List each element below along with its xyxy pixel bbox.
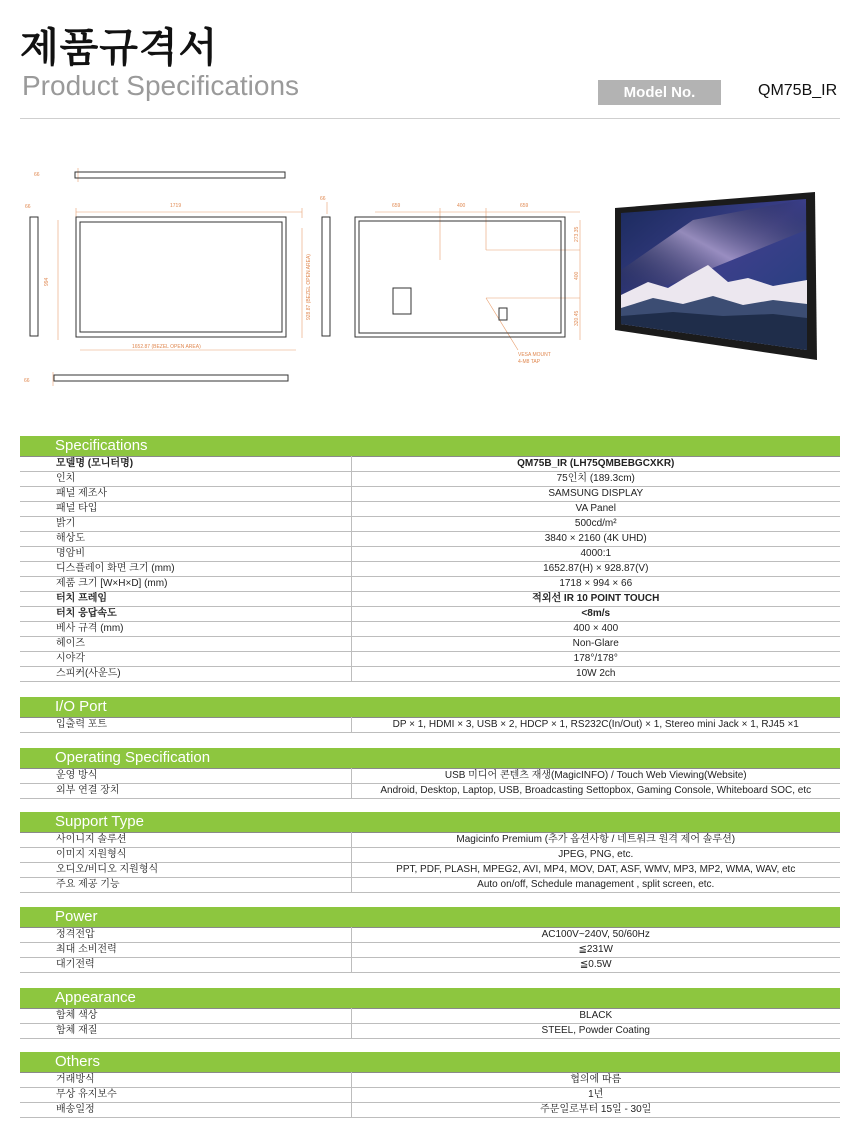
model-number-value: QM75B_IR xyxy=(758,82,838,99)
rear-view-outline xyxy=(355,217,565,337)
section-title: Support Type xyxy=(20,812,840,832)
row-value: 3840 × 2160 (4K UHD) xyxy=(351,532,840,547)
table-row xyxy=(20,607,840,622)
row-label: 인치 xyxy=(20,472,351,487)
table-row xyxy=(20,848,840,863)
table-row xyxy=(20,1009,840,1024)
table-row xyxy=(20,1073,840,1088)
rear-connector-box xyxy=(393,288,411,314)
row-label: 제품 크기 [W×H×D] (mm) xyxy=(20,577,351,592)
row-value: 1년 xyxy=(351,1088,840,1103)
technical-drawing xyxy=(20,160,600,390)
table-row xyxy=(20,928,840,943)
row-value: ≦231W xyxy=(351,943,840,958)
row-label: 오디오/비디오 지원형식 xyxy=(20,863,351,878)
depth-label-top: 66 xyxy=(34,172,40,178)
vesa-note-line1: VESA MOUNT xyxy=(518,352,551,358)
vesa-vertical-mid-label: 400 xyxy=(574,271,580,280)
row-value: PPT, PDF, PLASH, MPEG2, AVI, MP4, MOV, DAT, ASF, WMV, MP3, MP2, WMA, WAV, etc xyxy=(351,863,840,878)
row-label: 터치 응답속도 xyxy=(20,607,351,622)
row-label: 무상 유지보수 xyxy=(20,1088,351,1103)
row-label: 이미지 지원형식 xyxy=(20,848,351,863)
section-title: Operating Specification xyxy=(20,748,840,768)
table-row xyxy=(20,517,840,532)
section-specifications xyxy=(20,436,840,682)
row-label: 베사 규격 (mm) xyxy=(20,622,351,637)
row-value: STEEL, Powder Coating xyxy=(351,1024,840,1039)
row-value: USB 미디어 콘텐츠 재생(MagicINFO) / Touch Web Viewing(Website) xyxy=(351,769,840,784)
row-value: Non-Glare xyxy=(351,637,840,652)
depth-label-left: 66 xyxy=(25,204,31,210)
row-label: 밝기 xyxy=(20,517,351,532)
table-row xyxy=(20,943,840,958)
bezel-vertical-label: 928.87 (BEZEL OPEN AREA) xyxy=(306,254,312,320)
table-row xyxy=(20,487,840,502)
header-divider xyxy=(20,118,840,119)
table-row xyxy=(20,1088,840,1103)
vesa-left-label: 659 xyxy=(392,203,401,209)
io-port-table xyxy=(20,717,840,733)
row-value: <8m/s xyxy=(351,607,840,622)
row-value: ≦0.5W xyxy=(351,958,840,973)
table-row xyxy=(20,592,840,607)
row-value: 10W 2ch xyxy=(351,667,840,682)
row-label: 명암비 xyxy=(20,547,351,562)
table-row xyxy=(20,718,840,733)
table-row xyxy=(20,863,840,878)
row-value: 400 × 400 xyxy=(351,622,840,637)
table-row xyxy=(20,472,840,487)
side-view-right-outline xyxy=(322,217,330,336)
row-value: Android, Desktop, Laptop, USB, Broadcasting Settopbox, Gaming Console, Whiteboard SOC, etc xyxy=(351,784,840,799)
row-value: BLACK xyxy=(351,1009,840,1024)
table-row xyxy=(20,1103,840,1118)
section-others xyxy=(20,1052,840,1118)
row-value: 적외선 IR 10 POINT TOUCH xyxy=(351,592,840,607)
row-value: 주문일로부터 15일 - 30일 xyxy=(351,1103,840,1118)
row-value: Auto on/off, Schedule management , split screen, etc. xyxy=(351,878,840,893)
dimension-lines xyxy=(53,168,580,386)
front-view-screen xyxy=(80,222,282,332)
row-value: SAMSUNG DISPLAY xyxy=(351,487,840,502)
row-value: 4000:1 xyxy=(351,547,840,562)
page-title-english: Product Specifications xyxy=(22,70,300,101)
bottom-view-outline xyxy=(54,375,288,381)
row-label: 거래방식 xyxy=(20,1073,351,1088)
row-label: 함체 색상 xyxy=(20,1009,351,1024)
row-value: VA Panel xyxy=(351,502,840,517)
row-value: JPEG, PNG, etc. xyxy=(351,848,840,863)
row-label: 입출력 포트 xyxy=(20,718,351,733)
row-label: 헤이즈 xyxy=(20,637,351,652)
row-value: 1652.87(H) × 928.87(V) xyxy=(351,562,840,577)
depth-label-side: 66 xyxy=(320,196,326,202)
row-label: 외부 연결 장치 xyxy=(20,784,351,799)
row-label: 디스플레이 화면 크기 (mm) xyxy=(20,562,351,577)
monitor-outlines xyxy=(30,172,565,381)
row-label: 해상도 xyxy=(20,532,351,547)
vesa-note-line2: 4-M8 TAP xyxy=(518,359,541,365)
front-view-outline xyxy=(76,217,286,337)
row-value: QM75B_IR (LH75QMBEBGCXKR) xyxy=(351,457,840,472)
rear-view-inner xyxy=(359,221,561,333)
section-io-port xyxy=(20,697,840,733)
bezel-horizontal-label: 1652.87 (BEZEL OPEN AREA) xyxy=(132,344,201,350)
section-title: Power xyxy=(20,907,840,927)
row-label: 배송일정 xyxy=(20,1103,351,1118)
height-label: 994 xyxy=(44,277,50,286)
table-row xyxy=(20,532,840,547)
row-label: 터치 프레임 xyxy=(20,592,351,607)
row-label: 주요 제공 기능 xyxy=(20,878,351,893)
power-table xyxy=(20,927,840,973)
section-title: Specifications xyxy=(20,436,840,456)
table-row xyxy=(20,652,840,667)
row-value: Magicinfo Premium (추가 옵션사항 / 네트워크 원격 제어 솔루션) xyxy=(351,833,840,848)
row-label: 대기전력 xyxy=(20,958,351,973)
row-label: 정격전압 xyxy=(20,928,351,943)
row-label: 패널 타입 xyxy=(20,502,351,517)
section-support-type xyxy=(20,812,840,893)
table-row xyxy=(20,622,840,637)
vesa-vertical-top-label: 273.35 xyxy=(574,226,580,242)
table-row xyxy=(20,547,840,562)
section-title: I/O Port xyxy=(20,697,840,717)
table-row xyxy=(20,769,840,784)
top-view-outline xyxy=(75,172,285,178)
vesa-right-label: 659 xyxy=(520,203,529,209)
row-label: 최대 소비전력 xyxy=(20,943,351,958)
section-appearance xyxy=(20,988,840,1039)
table-row xyxy=(20,502,840,517)
table-row xyxy=(20,457,840,472)
row-value: 178°/178° xyxy=(351,652,840,667)
section-title: Others xyxy=(20,1052,840,1072)
row-label: 사이니지 솔루션 xyxy=(20,833,351,848)
section-title: Appearance xyxy=(20,988,840,1008)
row-label: 모델명 (모니터명) xyxy=(20,457,351,472)
width-label: 1719 xyxy=(170,203,182,209)
table-row xyxy=(20,562,840,577)
depth-label-bottom: 66 xyxy=(24,378,30,384)
page-title-korean: 제품규격서 xyxy=(20,25,219,71)
operating-table xyxy=(20,768,840,799)
vesa-center-label: 400 xyxy=(457,203,466,209)
table-row xyxy=(20,1024,840,1039)
table-row xyxy=(20,667,840,682)
appearance-table xyxy=(20,1008,840,1039)
product-photo xyxy=(613,190,819,364)
table-row xyxy=(20,637,840,652)
row-value: 협의에 따름 xyxy=(351,1073,840,1088)
specifications-table xyxy=(20,456,840,682)
table-row xyxy=(20,784,840,799)
row-value: 1718 × 994 × 66 xyxy=(351,577,840,592)
side-view-left-outline xyxy=(30,217,38,336)
support-type-table xyxy=(20,832,840,893)
row-value: AC100V~240V, 50/60Hz xyxy=(351,928,840,943)
section-power xyxy=(20,907,840,973)
row-label: 스피커(사운드) xyxy=(20,667,351,682)
row-label: 시야각 xyxy=(20,652,351,667)
row-label: 함체 재질 xyxy=(20,1024,351,1039)
table-row xyxy=(20,958,840,973)
row-value: DP × 1, HDMI × 3, USB × 2, HDCP × 1, RS232C(In/Out) × 1, Stereo mini Jack × 1, RJ45 ×1 xyxy=(351,718,840,733)
vesa-vertical-bottom-label: 320.45 xyxy=(574,310,580,326)
rear-small-box xyxy=(499,308,507,320)
table-row xyxy=(20,878,840,893)
row-label: 운영 방식 xyxy=(20,769,351,784)
others-table xyxy=(20,1072,840,1118)
table-row xyxy=(20,577,840,592)
section-operating-specification xyxy=(20,748,840,799)
model-number-label: Model No. xyxy=(598,80,721,105)
row-value: 75인치 (189.3cm) xyxy=(351,472,840,487)
row-value: 500cd/m² xyxy=(351,517,840,532)
table-row xyxy=(20,833,840,848)
row-label: 패널 제조사 xyxy=(20,487,351,502)
